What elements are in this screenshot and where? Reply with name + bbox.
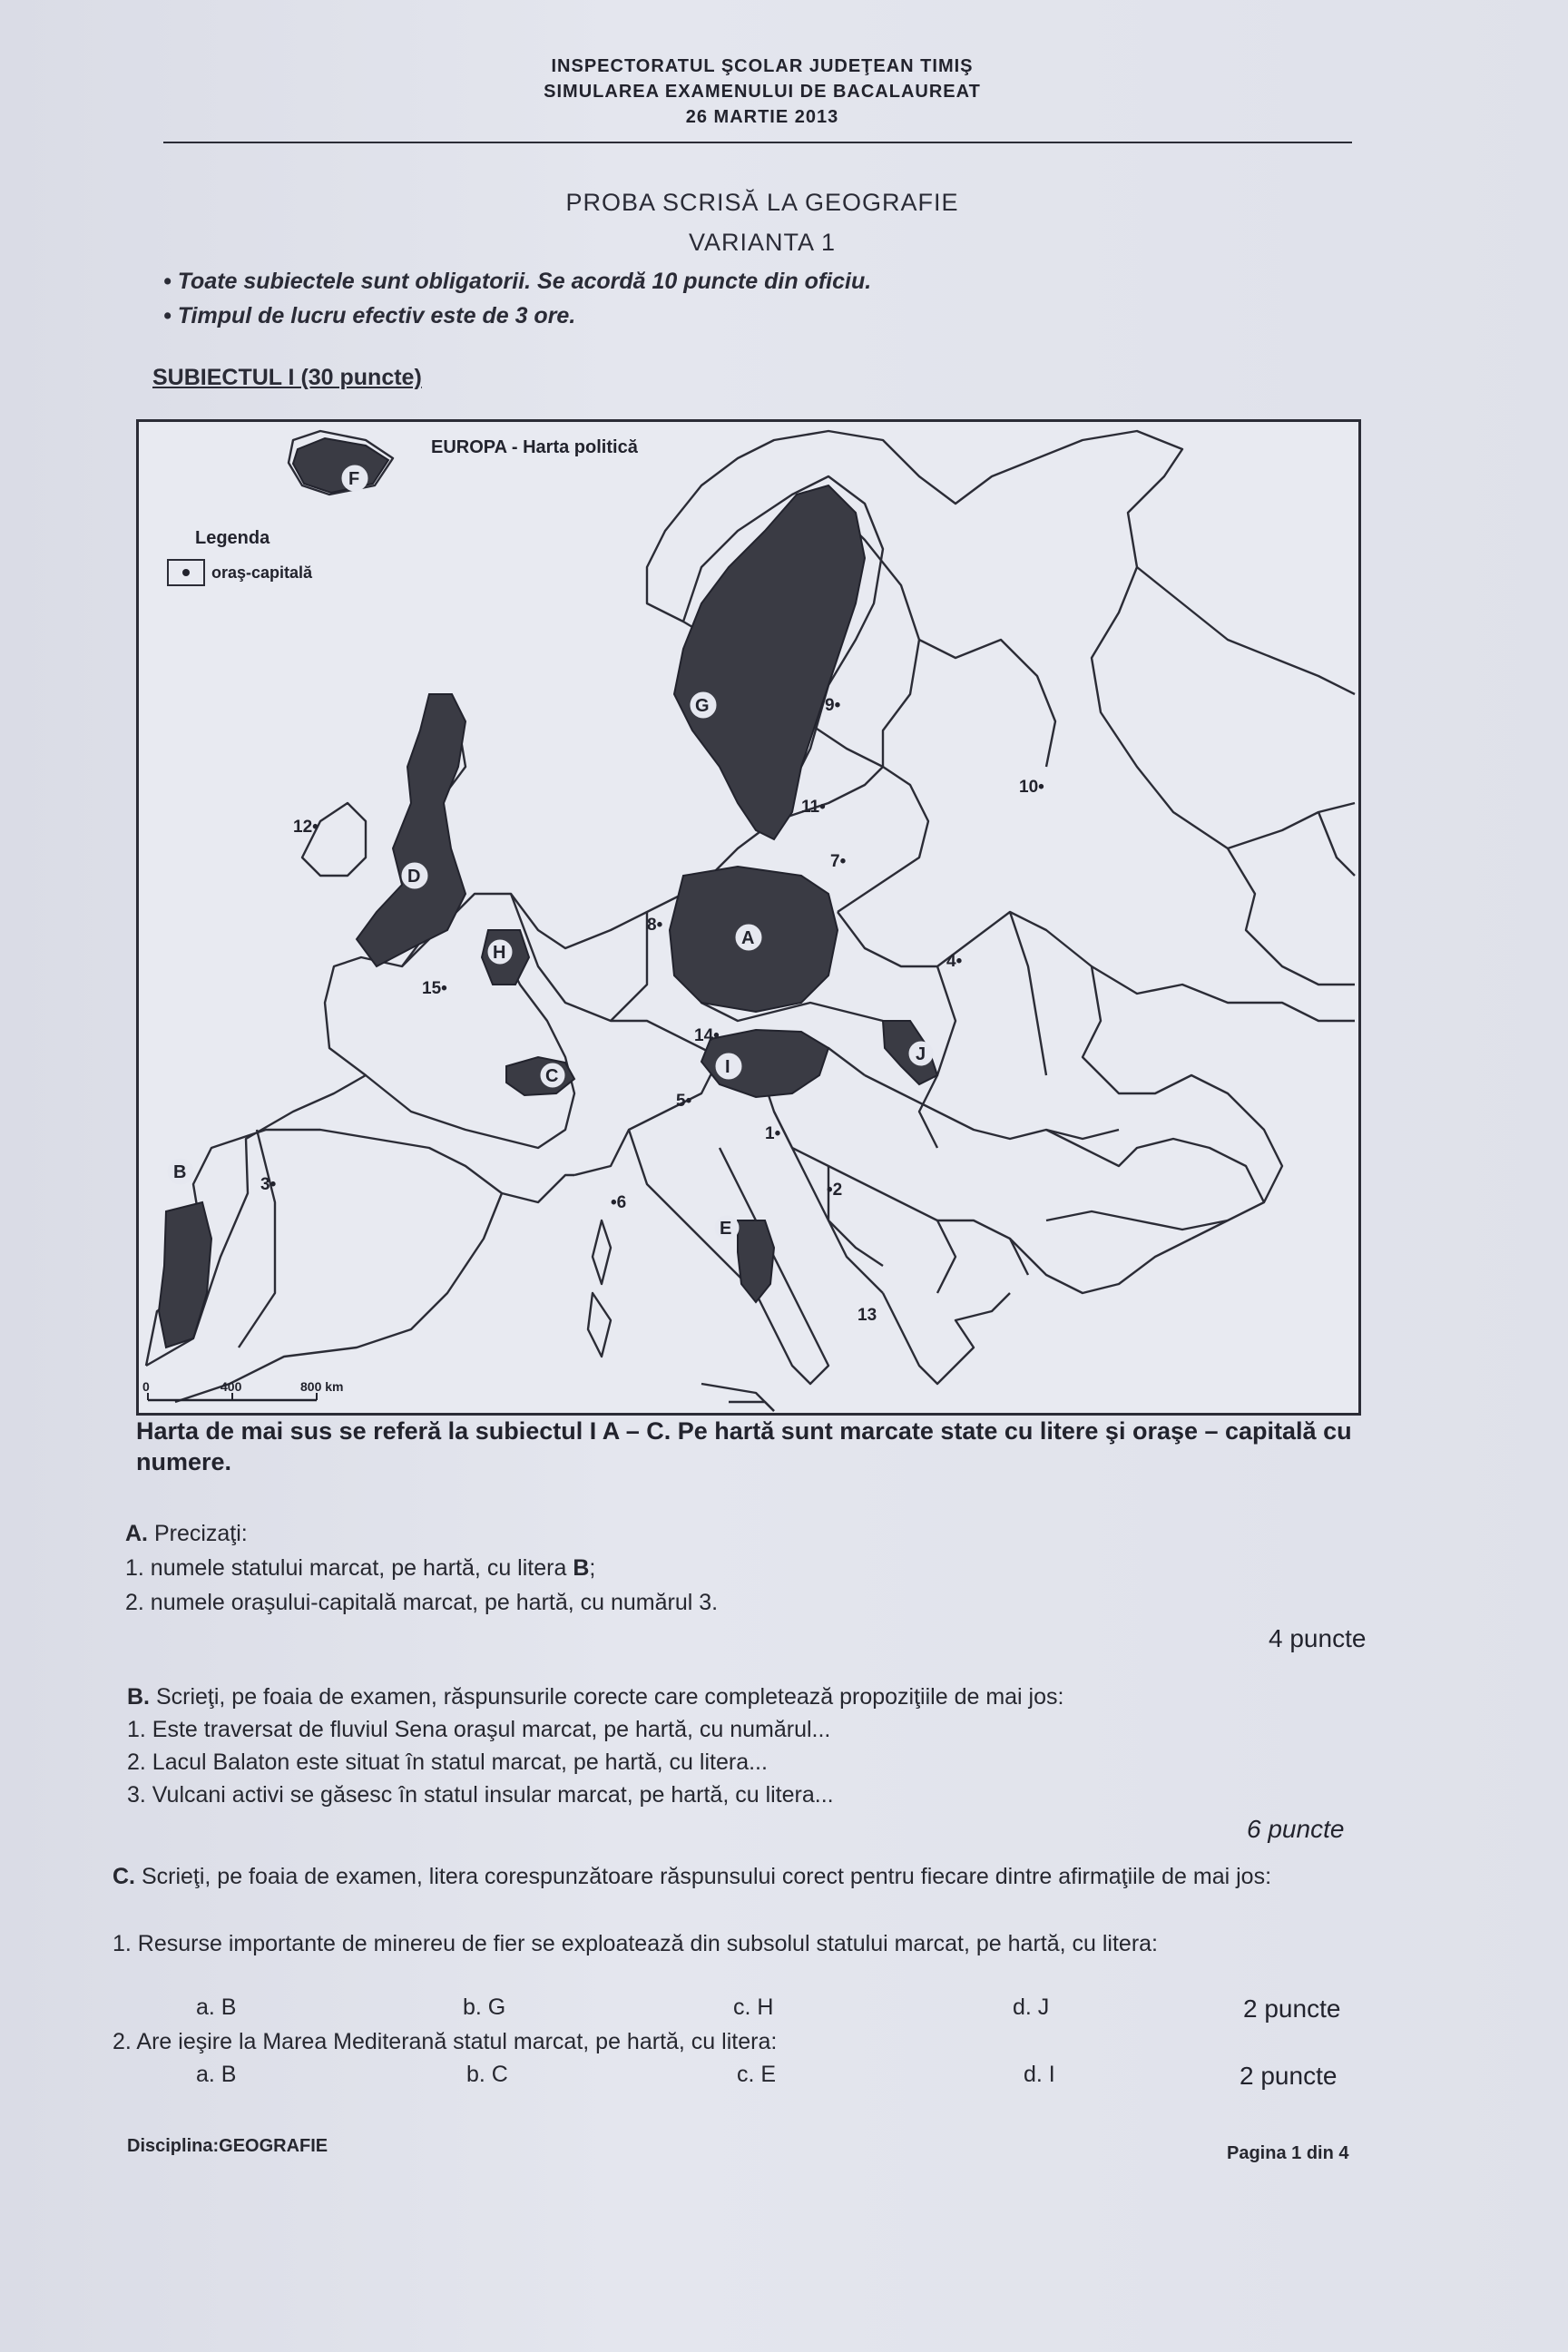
legend-title: Legenda (195, 528, 270, 548)
state-label-j: J (916, 1044, 926, 1064)
section-b-item-2: 2. Lacul Balaton este situat în statul marcat, pe hartă, cu litera... (127, 1749, 768, 1775)
state-label-i: I (725, 1057, 730, 1077)
map-caption: Harta de mai sus se referă la subiectul I A – C. Pe hartă sunt marcate state cu litere şi oraşe – capitală cu numere. (136, 1417, 1352, 1475)
section-a-item-1-text: 1. numele statului marcat, pe hartă, cu litera (125, 1555, 573, 1581)
legend-capital-dot (182, 569, 190, 576)
city-label-11: 11• (801, 798, 826, 817)
state-label-f: F (348, 469, 360, 489)
city-label-2: •2 (827, 1181, 843, 1200)
section-b-points: 6 puncte (1247, 1815, 1345, 1843)
subject-heading: SUBIECTUL I (30 puncte) (152, 365, 422, 390)
q2-option-b: b. C (466, 2062, 508, 2087)
map-drawing (139, 422, 1358, 1413)
q2-option-d: d. I (1024, 2062, 1055, 2087)
map-title: EUROPA - Harta politică (431, 437, 638, 457)
q1-option-c: c. H (733, 1994, 774, 2020)
q1-option-a: a. B (196, 1994, 237, 2020)
section-b-item-1: 1. Este traversat de fluviul Sena oraşul marcat, pe hartă, cu numărul... (127, 1717, 831, 1742)
q2-points: 2 puncte (1240, 2062, 1338, 2090)
q1-option-b: b. G (463, 1994, 506, 2020)
scale-label-400: 400 (220, 1379, 242, 1394)
state-label-b: B (173, 1162, 187, 1182)
exam-variant: VARIANTA 1 (688, 229, 837, 256)
city-label-13: 13 (858, 1306, 877, 1325)
section-c-intro: Scrieţi, pe foaia de examen, litera corespunzătoare răspunsului corect pentru fiecare dintre afirmaţiile de mai jos: (135, 1864, 1272, 1889)
city-label-7: 7• (830, 852, 847, 871)
section-a-points: 4 puncte (1269, 1624, 1367, 1652)
section-a-item-2: 2. numele oraşului-capitală marcat, pe hartă, cu numărul 3. (125, 1590, 719, 1615)
city-label-15: 15• (422, 979, 447, 998)
europe-political-map (136, 419, 1361, 1416)
section-a-label: A. (125, 1521, 148, 1546)
section-b-heading (127, 1684, 1063, 1710)
section-c-question-2: 2. Are ieşire la Marea Mediterană statul marcat, pe hartă, cu litera: (113, 2029, 778, 2054)
header-date: 26 MARTIE 2013 (685, 107, 839, 127)
city-label-5: 5• (676, 1092, 692, 1111)
q1-option-d: d. J (1013, 1994, 1050, 2020)
city-label-1: 1• (765, 1124, 781, 1143)
header-divider (163, 142, 1352, 143)
q1-points: 2 puncte (1243, 1994, 1341, 2023)
section-a-item-1 (125, 1555, 595, 1582)
city-label-9: 9• (825, 696, 841, 715)
section-a-item-1-letter: B (573, 1555, 590, 1581)
state-label-a: A (741, 928, 755, 948)
state-label-h: H (493, 943, 506, 963)
city-label-6: •6 (611, 1193, 627, 1212)
footer-discipline: Disciplina:GEOGRAFIE (127, 2136, 328, 2156)
instruction-2: • Timpul de lucru efectiv este de 3 ore. (163, 303, 576, 328)
instruction-1: • Toate subiectele sunt obligatorii. Se acordă 10 puncte din oficiu. (163, 269, 872, 294)
city-label-10: 10• (1019, 778, 1044, 797)
state-label-e: E (720, 1219, 732, 1239)
section-b-intro: Scrieţi, pe foaia de examen, răspunsurile corecte care completează propoziţiile de mai jos: (150, 1684, 1064, 1710)
header-inspectorate: INSPECTORATUL ŞCOLAR JUDEŢEAN TIMIŞ (551, 56, 974, 76)
section-c-heading (113, 1862, 1374, 1891)
q2-option-a: a. B (196, 2062, 237, 2087)
scale-label-800: 800 km (300, 1379, 344, 1394)
legend-capital-label: oraş-capitală (211, 564, 313, 582)
section-c-label: C. (113, 1864, 135, 1889)
city-label-12: 12• (293, 818, 318, 837)
scale-label-0: 0 (142, 1379, 150, 1394)
section-b-item-3: 3. Vulcani activi se găsesc în statul insular marcat, pe hartă, cu litera... (127, 1782, 834, 1808)
section-b-label: B. (127, 1684, 150, 1710)
section-a-heading (125, 1521, 248, 1547)
section-a-intro: Precizaţi: (148, 1521, 248, 1546)
state-label-g: G (695, 696, 710, 716)
section-c-question-1: 1. Resurse importante de minereu de fier se exploatează din subsolul statului marcat, pe hartă, cu litera: (113, 1931, 1159, 1956)
footer-page-number: Pagina 1 din 4 (1227, 2143, 1349, 2163)
state-label-c: C (545, 1066, 559, 1086)
section-a-item-1-end: ; (589, 1555, 596, 1581)
exam-title: PROBA SCRISĂ LA GEOGRAFIE (565, 189, 959, 216)
state-label-d: D (407, 867, 421, 887)
header-exam: SIMULAREA EXAMENULUI DE BACALAUREAT (544, 82, 981, 102)
city-label-3: 3• (260, 1175, 277, 1194)
city-label-8: 8• (647, 916, 663, 935)
city-label-14: 14• (694, 1026, 720, 1045)
q2-option-c: c. E (737, 2062, 777, 2087)
city-label-4: 4• (946, 952, 963, 971)
